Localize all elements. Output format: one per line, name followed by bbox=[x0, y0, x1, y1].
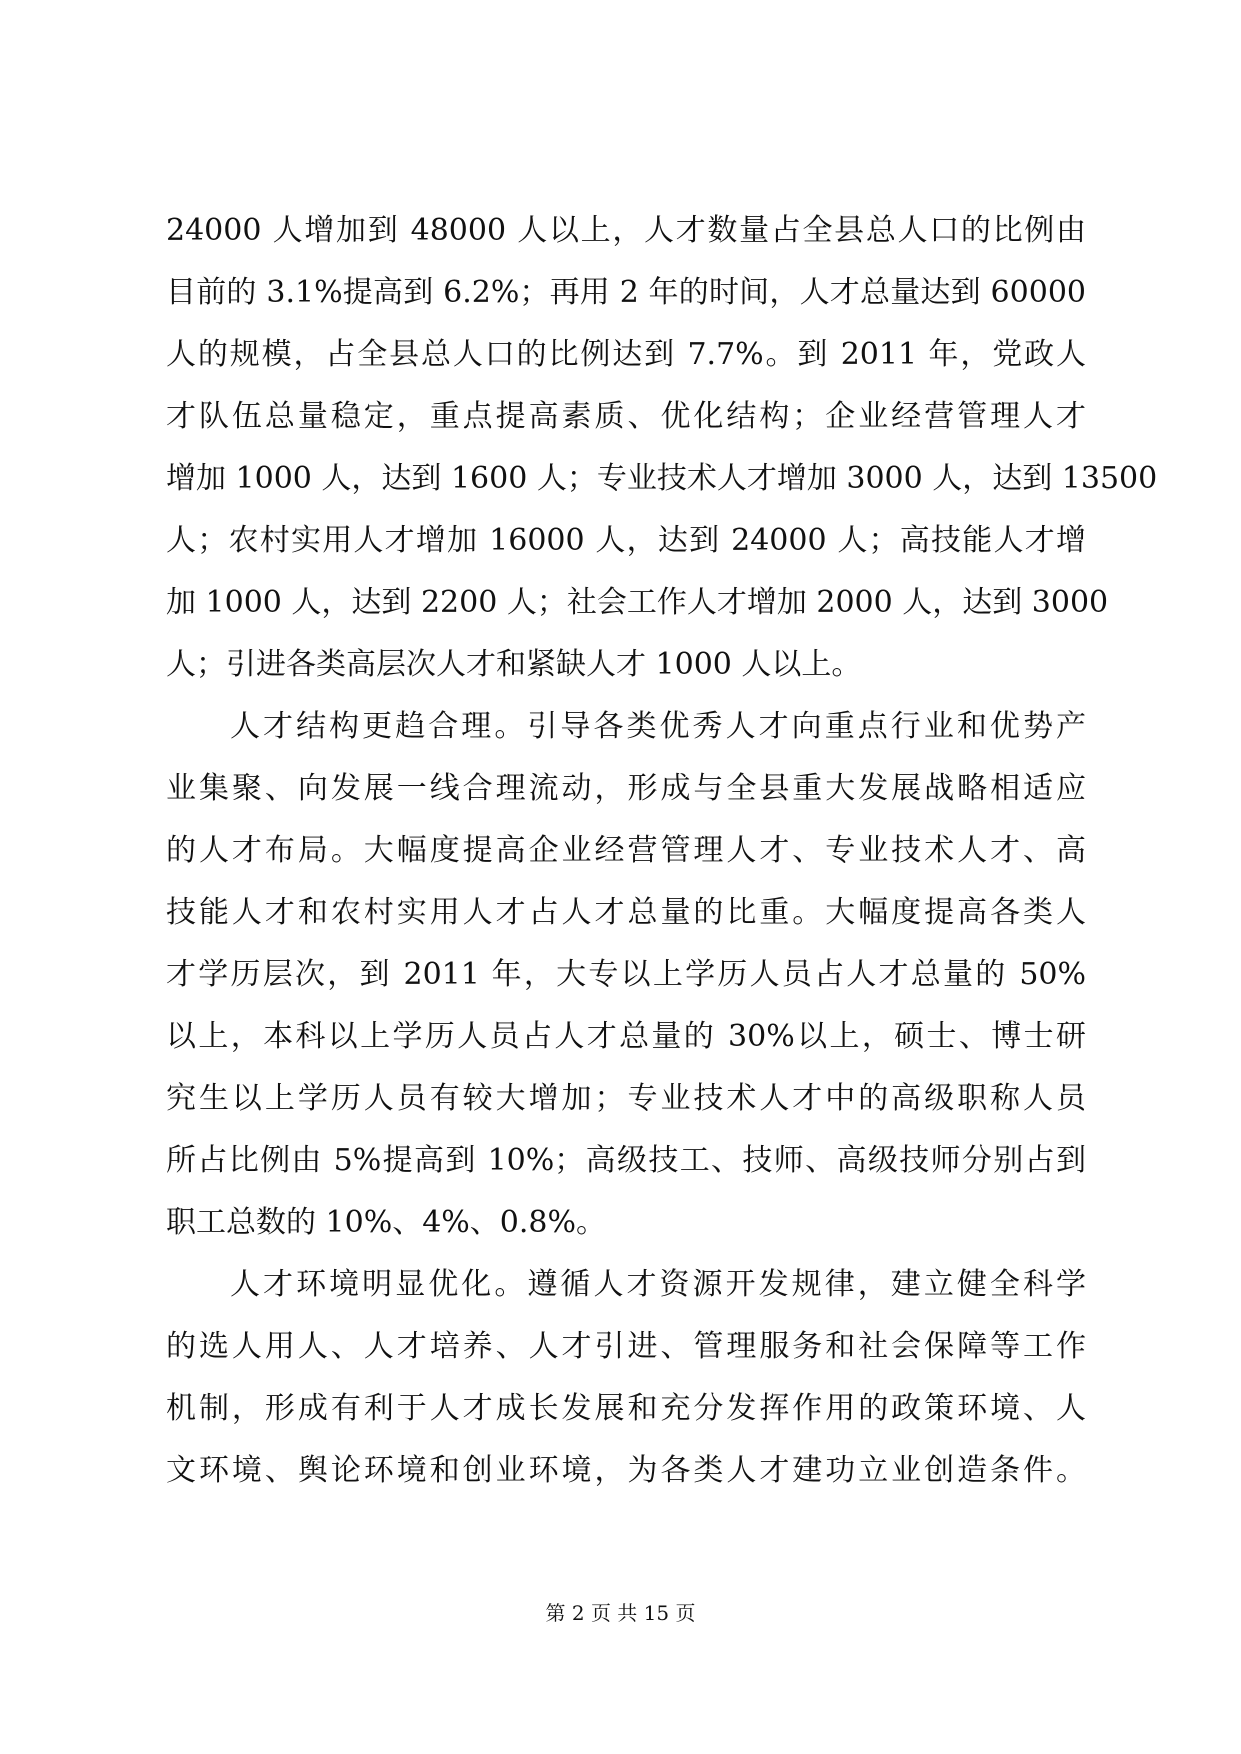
text-line: 文环境、舆论环境和创业环境，为各类人才建功立业创造条件。 bbox=[166, 1453, 1086, 1488]
text-line: 业集聚、向发展一线合理流动，形成与全县重大发展战略相适应 bbox=[166, 771, 1086, 806]
text-line: 所占比例由 5%提高到 10%；高级技工、技师、高级技师分别占到 bbox=[166, 1143, 1086, 1178]
text-line: 机制，形成有利于人才成长发展和充分发挥作用的政策环境、人 bbox=[166, 1391, 1086, 1426]
text-line: 职工总数的 10%、4%、0.8%。 bbox=[166, 1205, 607, 1240]
paragraph-talent-targets bbox=[166, 200, 1158, 696]
text-line: 技能人才和农村实用人才占人才总量的比重。大幅度提高各类人 bbox=[166, 895, 1086, 930]
text-line: 才学历层次，到 2011 年，大专以上学历人员占人才总量的 50% bbox=[166, 957, 1086, 992]
text-line: 24000 人增加到 48000 人以上，人才数量占全县总人口的比例由 bbox=[166, 213, 1086, 248]
text-line: 以上，本科以上学历人员占人才总量的 30%以上，硕士、博士研 bbox=[166, 1019, 1086, 1054]
paragraph-talent-structure bbox=[166, 696, 1086, 1254]
text-line: 才队伍总量稳定，重点提高素质、优化结构；企业经营管理人才 bbox=[166, 399, 1086, 434]
text-line: 加 1000 人，达到 2200 人；社会工作人才增加 2000 人，达到 3000 bbox=[166, 585, 1109, 620]
text-line: 的选人用人、人才培养、人才引进、管理服务和社会保障等工作 bbox=[166, 1329, 1086, 1364]
text-line: 人；农村实用人才增加 16000 人，达到 24000 人；高技能人才增 bbox=[166, 523, 1086, 558]
document-body bbox=[166, 200, 1158, 1502]
text-line: 究生以上学历人员有较大增加；专业技术人才中的高级职称人员 bbox=[166, 1081, 1086, 1116]
text-line: 增加 1000 人，达到 1600 人；专业技术人才增加 3000 人，达到 13500 bbox=[166, 461, 1158, 496]
text-line: 的人才布局。大幅度提高企业经营管理人才、专业技术人才、高 bbox=[166, 833, 1086, 868]
text-line: 目前的 3.1%提高到 6.2%；再用 2 年的时间，人才总量达到 60000 bbox=[166, 275, 1086, 310]
page-number-footer: 第 2 页 共 15 页 bbox=[545, 1601, 696, 1625]
paragraph-talent-environment bbox=[166, 1254, 1086, 1502]
text-line: 人的规模，占全县总人口的比例达到 7.7%。到 2011 年，党政人 bbox=[166, 337, 1086, 372]
text-line: 人才结构更趋合理。引导各类优秀人才向重点行业和优势产 bbox=[230, 709, 1086, 744]
text-line: 人才环境明显优化。遵循人才资源开发规律，建立健全科学 bbox=[230, 1267, 1086, 1302]
text-line: 人；引进各类高层次人才和紧缺人才 1000 人以上。 bbox=[166, 647, 862, 682]
